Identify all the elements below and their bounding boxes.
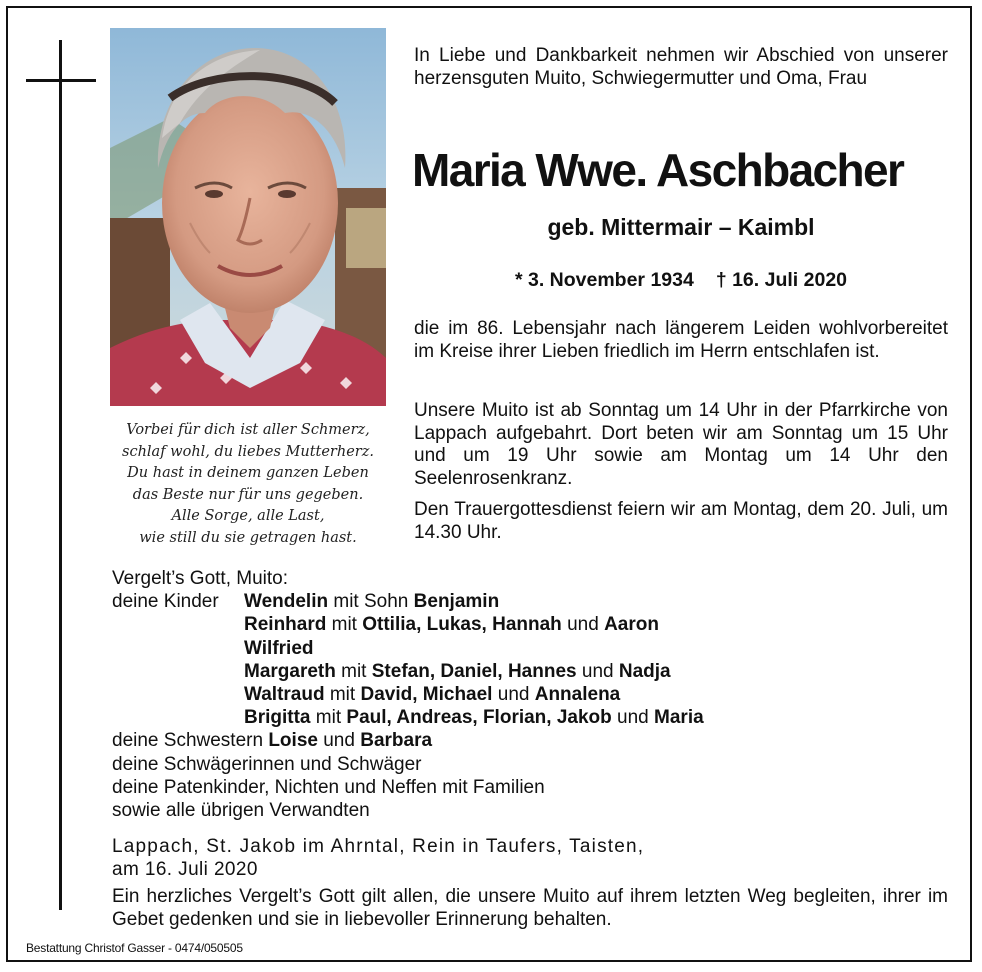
life-dates <box>414 267 948 293</box>
list-item <box>112 706 704 729</box>
verse-line: das Beste nur für uns gegeben. <box>132 486 364 503</box>
child-waltraud: Waltraud mit David, Michael und Annalena <box>244 683 621 705</box>
list-item <box>112 637 545 660</box>
inlaws-line: deine Schwägerinnen und Schwäger <box>112 753 422 775</box>
children-label: deine Kinder <box>112 591 219 613</box>
passing-paragraph: die im 86. Lebensjahr nach längerem Leiden wohlvorbereitet im Kreise ihrer Lieben friedlich im Herrn entschlafen ist. <box>414 318 948 362</box>
death-date: † 16. Juli 2020 <box>715 269 848 291</box>
date-line: am 16. Juli 2020 <box>112 859 258 880</box>
verse-line: Du hast in deinem ganzen Leben <box>127 465 369 482</box>
list-item <box>112 683 621 706</box>
birth-date: * 3. November 1934 <box>514 269 694 291</box>
verse-line: wie still du sie getragen hast. <box>139 529 357 546</box>
verse-line: Vorbei für dich ist aller Schmerz, <box>126 422 370 438</box>
relatives-line: sowie alle übrigen Verwandten <box>112 799 370 821</box>
list-item <box>112 660 671 683</box>
child-brigitta: Brigitta mit Paul, Andreas, Florian, Jakob und Maria <box>244 707 704 729</box>
verse-line: Alle Sorge, alle Last, <box>171 508 325 525</box>
places-line: Lappach, St. Jakob im Ahrntal, Rein in Taufers, Taisten, <box>112 836 645 857</box>
funeral-home-credit: Bestattung Christof Gasser - 0474/050505 <box>26 941 243 955</box>
memorial-verse <box>110 420 386 550</box>
verse-line: schlaf wohl, du liebes Mutterherz. <box>122 443 374 460</box>
viewing-paragraph: Unsere Muito ist ab Sonntag um 14 Uhr in der Pfarrkirche von Lappach aufgebahrt. Dort beten wir am Sonntag um 15 Uhr und um 19 Uhr sowie am Montag um 14 Uhr den Seelenrosenkranz. <box>414 400 948 489</box>
godchildren-line: deine Patenkinder, Nichten und Neffen mit Familien <box>112 776 545 798</box>
place-and-date <box>112 835 644 881</box>
mourners-heading: Vergelt’s Gott, Muito: <box>112 568 289 589</box>
sisters-line: deine Schwestern Loise und Barbara <box>112 730 433 752</box>
child-margareth: Margareth mit Stefan, Daniel, Hannes und Nadja <box>244 660 671 682</box>
list-item <box>112 613 659 636</box>
thanks-paragraph: Ein herzliches Vergelt’s Gott gilt allen, die unsere Muito auf ihrem letzten Weg begleiten, ihrer im Gebet gedenken und sie in liebevoller Erinnerung behalten. <box>112 886 948 930</box>
deceased-name: Maria Wwe. Aschbacher <box>412 144 904 196</box>
maiden-name: geb. Mittermair – Kaimbl <box>547 214 815 240</box>
list-item <box>112 590 545 613</box>
intro-text: In Liebe und Dankbarkeit nehmen wir Abschied von unserer herzensguten Muito, Schwiegermutter und Oma, Frau <box>414 45 948 89</box>
funeral-paragraph: Den Trauergottesdienst feiern wir am Montag, dem 20. Juli, um 14.30 Uhr. <box>414 499 948 543</box>
child-wilfried: Wilfried <box>244 637 314 659</box>
mourners-list <box>112 567 704 822</box>
child-wendelin: Wendelin mit Sohn Benjamin <box>244 591 500 613</box>
child-reinhard: Reinhard mit Ottilia, Lukas, Hannah und Aaron <box>244 614 659 636</box>
portrait-photo <box>110 28 386 406</box>
